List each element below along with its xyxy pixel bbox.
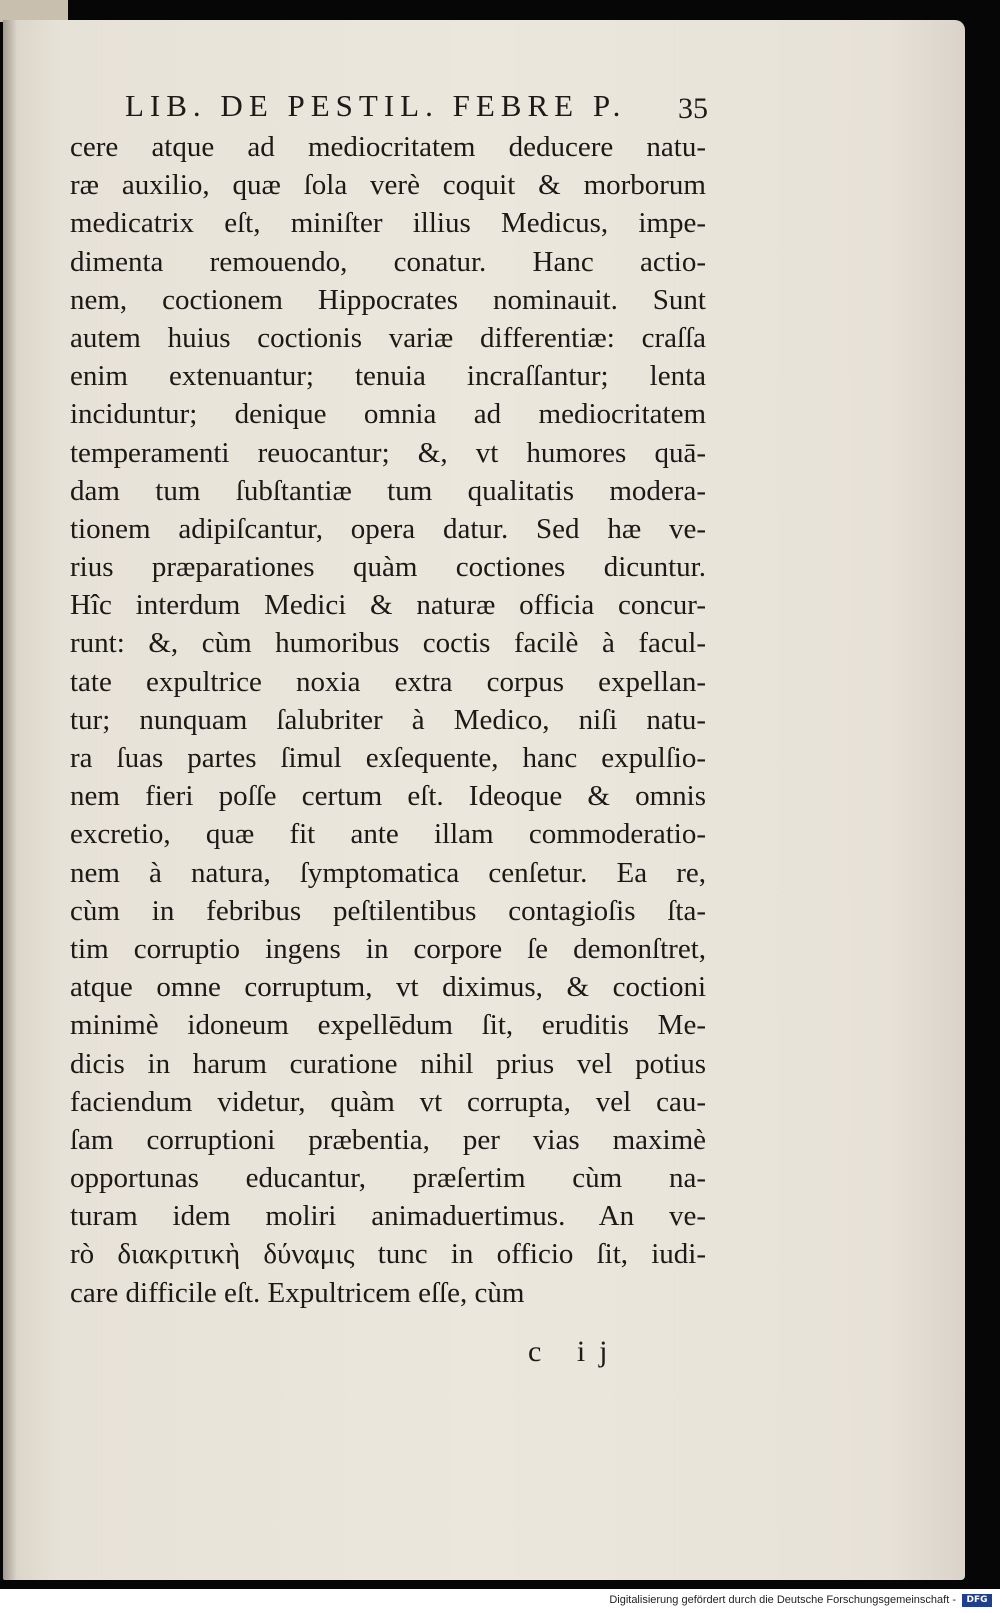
text-line: excretio, quæ fit ante illam commoderatio- [70,818,706,851]
text-line: opportunas educantur, præſertim cùm na- [70,1162,706,1195]
text-line: inciduntur; denique omnia ad mediocritatem [70,398,706,431]
text-line: rius præparationes quàm coctiones dicuntur. [70,551,706,584]
body-text [70,128,706,1312]
text-line: dicis in harum curatione nihil prius vel potius [70,1047,706,1080]
text-line: tur; nunquam ſalubriter à Medico, niſi natu- [70,703,706,736]
text-line: medicatrix eſt, miniſter illius Medicus, impe- [70,207,706,240]
text-line: ſam corruptioni præbentia, per vias maximè [70,1123,706,1156]
gutter-shadow [3,20,17,1580]
text-line: tionem adipiſcantur, opera datur. Sed hæ ve- [70,512,706,545]
text-line: nem fieri poſſe certum eſt. Ideoque & omnis [70,780,706,813]
text-line: faciendum videtur, quàm vt corrupta, vel cau- [70,1085,706,1118]
running-head: LIB. DE PESTIL. FEBRE P. [125,88,627,123]
text-line: temperamenti reuocantur; &, vt humores quā- [70,436,706,469]
text-line: enim extenuantur; tenuia incraſſantur; lenta [70,360,706,393]
signature-mark: c ij [528,1335,622,1368]
text-line: nem à natura, ſymptomatica cenſetur. Ea re, [70,856,706,889]
text-line: care difficile eſt. Expultricem eſſe, cùm [70,1276,525,1309]
text-line: cùm in febribus peſtilentibus contagioſis ſta- [70,894,706,927]
text-line: rò διακριτικὴ δύναμις tunc in officio ſit, iudi- [70,1238,706,1271]
funding-credit: Digitalisierung gefördert durch die Deutsche Forschungsgemeinschaft - [609,1594,956,1606]
text-line: runt: &, cùm humoribus coctis facilè à facul- [70,627,706,660]
page-corner-tab [0,0,68,22]
text-line: minimè idoneum expellēdum ſit, eruditis Me- [70,1009,706,1042]
dfg-logo: DFG [962,1594,992,1607]
text-line: ra ſuas partes ſimul exſequente, hanc expulſio- [70,742,706,774]
text-line: autem huius coctionis variæ differentiæ: craſſa [70,321,706,354]
text-line: dimenta remouendo, conatur. Hanc actio- [70,245,706,278]
text-line: dam tum ſubſtantiæ tum qualitatis modera- [70,474,706,507]
text-line: tate expultrice noxia extra corpus expellan- [70,665,706,698]
text-line: ræ auxilio, quæ ſola verè coquit & morborum [70,169,706,202]
page-number: 35 [678,92,708,125]
text-line: cere atque ad mediocritatem deducere natu- [70,131,706,163]
text-line: tim corruptio ingens in corpore ſe demonſtret, [70,932,706,965]
text-line: atque omne corruptum, vt diximus, & coctioni [70,971,706,1004]
text-line: turam idem moliri animaduertimus. An ve- [70,1200,706,1233]
text-line: Hîc interdum Medici & naturæ officia concur- [70,589,706,622]
text-line: nem, coctionem Hippocrates nominauit. Sunt [70,283,706,316]
